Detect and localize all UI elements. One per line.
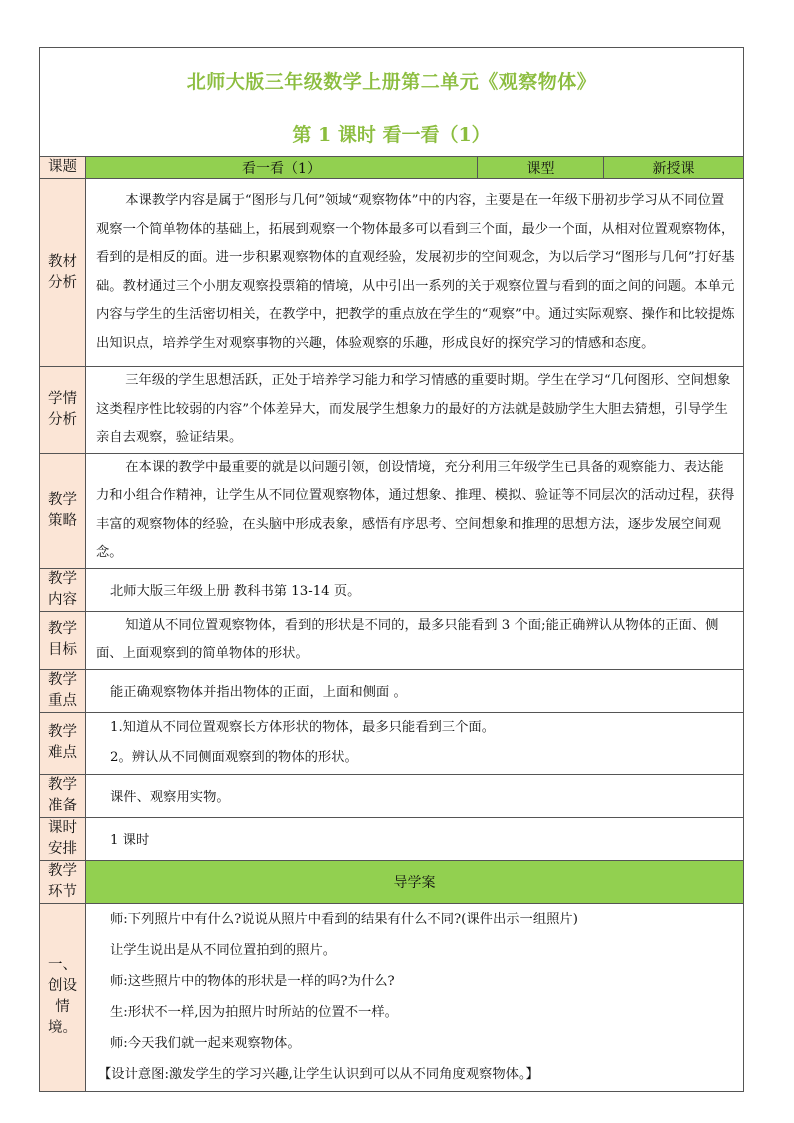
type-value: 新授课: [604, 157, 744, 179]
lesson-subtitle: 第 1 课时 看一看（1）: [292, 124, 491, 146]
content-text: 北师大版三年级上册 教科书第 13-14 页。: [86, 568, 744, 611]
key-label: 教学 重点: [40, 669, 86, 712]
dialogue-line: 师:今天我们就一起来观察物体。: [110, 1036, 301, 1051]
dialogue-line: 生:形状不一样,因为拍照片时所站的位置不一样。: [110, 1005, 398, 1020]
dialogue-line: 师:下列照片中有什么?说说从照片中看到的结果有什么不同?(课件出示一组照片): [110, 912, 578, 927]
strategy-label: 教学 策略: [40, 453, 86, 568]
goal-label: 教学 目标: [40, 611, 86, 669]
time-label: 课时 安排: [40, 817, 86, 860]
process-label: 教学 环节: [40, 860, 86, 903]
time-text: 1 课时: [86, 817, 744, 860]
strategy-text: 在本课的教学中最重要的就是以问题引领，创设情境，充分利用三年级学生已具备的观察能力、表达能力和小组合作精神，让学生从不同位置观察物体，通过想象、推理、模拟、验证等不同层次的活动过程，获得丰富的观察物体的经验，在头脑中形成表象，感悟有序思考、空间想象和推理的思想方法，逐步发展空间观念。: [86, 453, 744, 568]
prep-text: 课件、观察用实物。: [86, 774, 744, 817]
design-intent-line: 【设计意图:激发学生的学习兴趣,让学生认识到可以从不同角度观察物体。】: [98, 1067, 539, 1082]
title-cell: [40, 48, 744, 157]
topic-label: 课题: [40, 157, 86, 179]
difficulty-line: 1.知道从不同位置观察长方体形状的物体，最多只能看到三个面。: [110, 720, 495, 735]
lesson-plan-table: [39, 47, 744, 1092]
prep-label: 教学 准备: [40, 774, 86, 817]
content-label: 教学 内容: [40, 568, 86, 611]
topic-value: 看一看（1）: [86, 157, 478, 179]
guide-plan-header: 导学案: [86, 860, 744, 903]
key-text: 能正确观察物体并指出物体的正面，上面和侧面 。: [86, 669, 744, 712]
step1-content: [86, 903, 744, 1091]
type-label: 课型: [478, 157, 604, 179]
goal-text: 知道从不同位置观察物体，看到的形状是不同的，最多只能看到 3 个面;能正确辨认从物体的正面、侧面、上面观察到的简单物体的形状。: [86, 611, 744, 669]
material-analysis-text: 本课教学内容是属于“图形与几何”领域“观察物体”中的内容，主要是在一年级下册初步学习从不同位置观察一个简单物体的基础上，拓展到观察一个物体最多可以看到三个面，最少一个面，从相对位置观察物体，看到的是相反的面。进一步积累观察物体的直观经验，发展初步的空间观念，为以后学习“图形与几何”打好基础。教材通过三个小朋友观察投票箱的情境，从中引出一系列的关于观察位置与看到的面之间的问题。本单元内容与学生的生活密切相关，在教学中，把教学的重点放在学生的“观察”中。通过实际观察、操作和比较提炼出知识点，培养学生对观察事物的兴趣，体验观察的乐趣，形成良好的探究学习的情感和态度。: [86, 179, 744, 367]
step1-label: 一、 创设 情 境。: [40, 903, 86, 1091]
students-analysis-text: 三年级的学生思想活跃，正处于培养学习能力和学习情感的重要时期。学生在学习“几何图形、空间想象这类程序性比较弱的内容”个体差异大，而发展学生想象力的最好的方法就是鼓励学生大胆去猜想，引导学生亲自去观察，验证结果。: [86, 367, 744, 454]
lesson-plan-page: [39, 47, 743, 1092]
difficulty-line: 2。辨认从不同侧面观察到的物体的形状。: [110, 750, 358, 765]
dialogue-line: 师:这些照片中的物体的形状是一样的吗?为什么?: [110, 974, 395, 989]
difficulty-label: 教学 难点: [40, 712, 86, 774]
material-label: 教材 分析: [40, 179, 86, 367]
students-label: 学情 分析: [40, 367, 86, 454]
dialogue-line: 让学生说出是从不同位置拍到的照片。: [110, 943, 337, 958]
difficulty-text: [86, 712, 744, 774]
document-title: 北师大版三年级数学上册第二单元《观察物体》: [186, 71, 597, 93]
